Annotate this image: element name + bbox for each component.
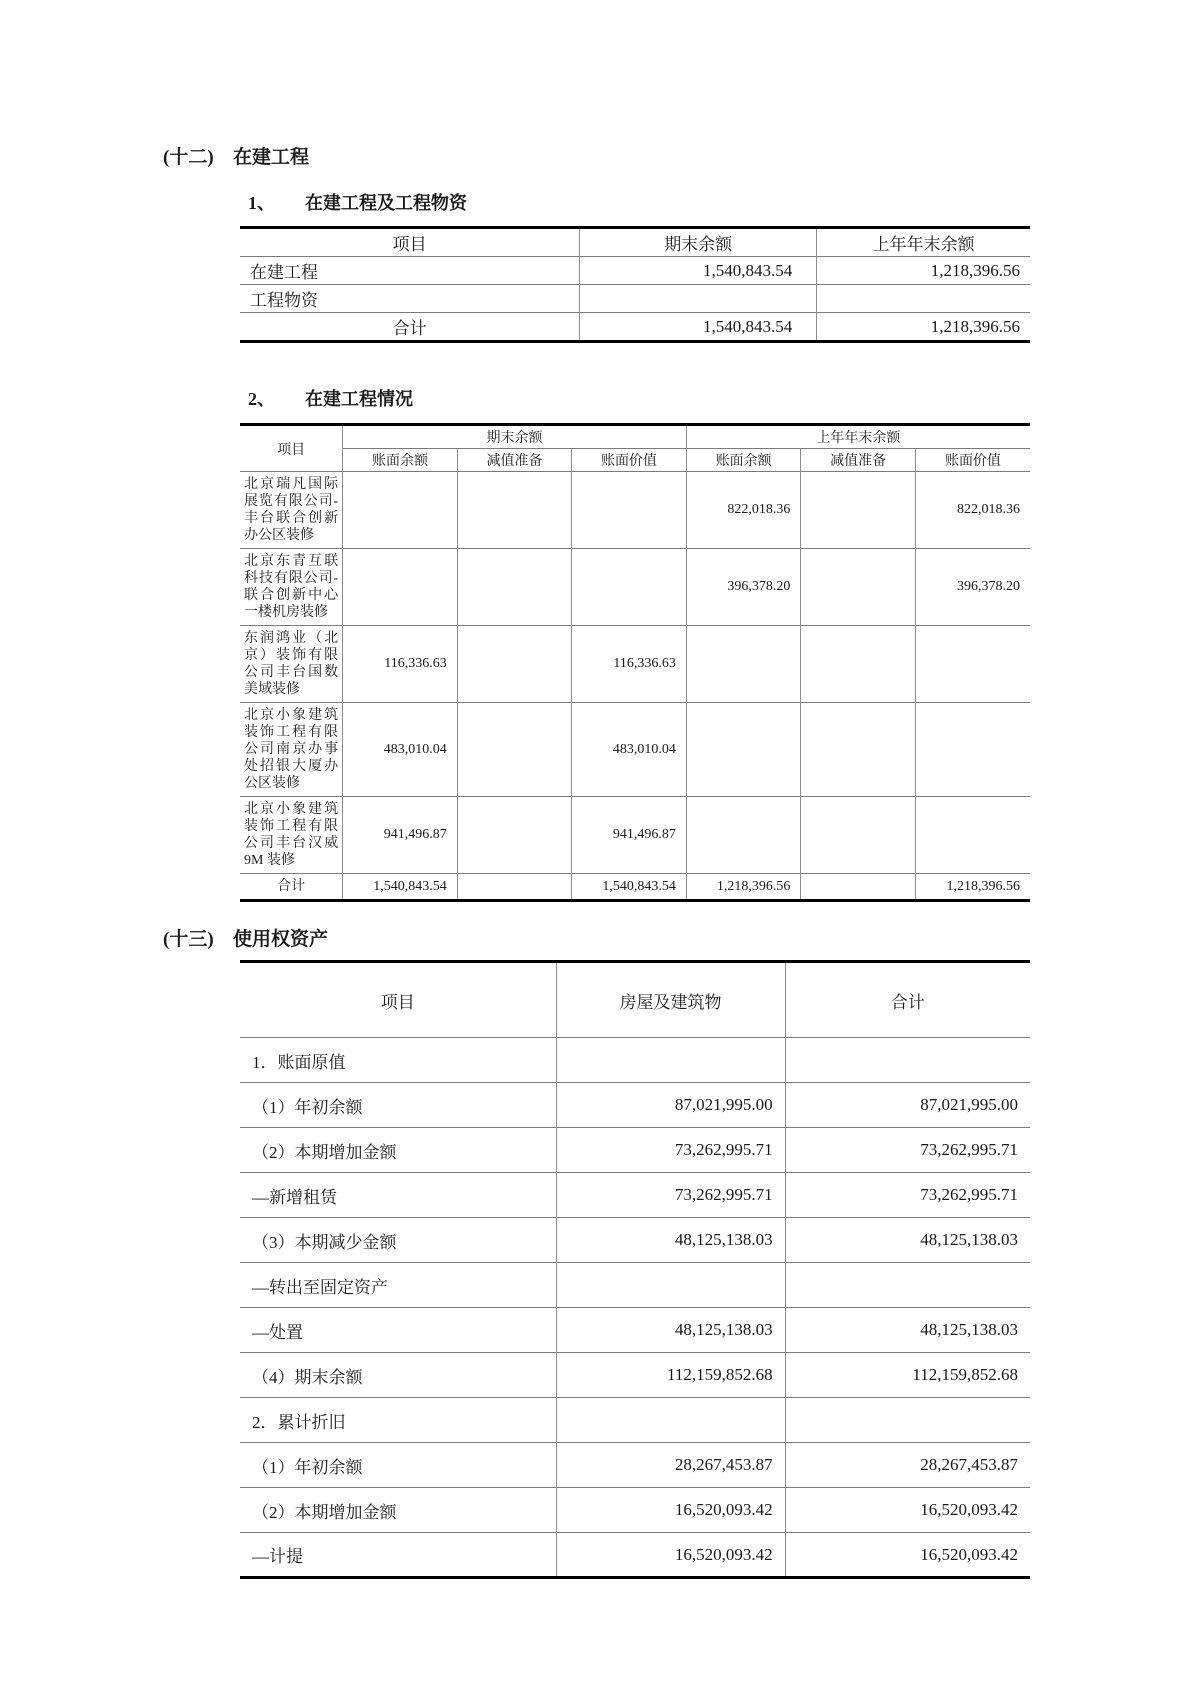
amount-cell bbox=[572, 472, 687, 549]
amount-cell: 16,520,093.42 bbox=[785, 1488, 1030, 1533]
amount-cell bbox=[915, 797, 1030, 874]
amount-cell: 1,218,396.56 bbox=[817, 257, 1030, 285]
amount-cell bbox=[556, 1263, 785, 1308]
table-row bbox=[240, 1083, 1030, 1128]
row-label: （3）本期减少金额 bbox=[240, 1218, 556, 1263]
cip-detail-table bbox=[240, 423, 1030, 902]
row-label: （4）期末余额 bbox=[240, 1353, 556, 1398]
table-subheader-row bbox=[240, 449, 1030, 472]
amount-cell bbox=[686, 797, 801, 874]
table-row bbox=[240, 1353, 1030, 1398]
amount-cell: 1,540,843.54 bbox=[572, 874, 687, 901]
table-row bbox=[240, 1443, 1030, 1488]
table-row bbox=[240, 1398, 1030, 1443]
col-header-item: 项目 bbox=[240, 228, 580, 257]
amount-cell bbox=[817, 285, 1030, 313]
col-header-book-balance: 账面余额 bbox=[686, 449, 801, 472]
col-header-impairment: 减值准备 bbox=[457, 449, 572, 472]
amount-cell bbox=[343, 472, 458, 549]
amount-cell bbox=[457, 703, 572, 797]
amount-cell bbox=[686, 703, 801, 797]
amount-cell: 112,159,852.68 bbox=[556, 1353, 785, 1398]
table-header-row bbox=[240, 228, 1030, 257]
row-label: （1）年初余额 bbox=[240, 1083, 556, 1128]
amount-cell: 48,125,138.03 bbox=[785, 1218, 1030, 1263]
table-row bbox=[240, 549, 1030, 626]
amount-cell bbox=[801, 703, 916, 797]
subsection-1-heading bbox=[248, 191, 1200, 215]
amount-cell bbox=[457, 626, 572, 703]
subsection-1-number: 1、 bbox=[248, 193, 275, 213]
amount-cell: 16,520,093.42 bbox=[556, 1533, 785, 1578]
row-label: 1．账面原值 bbox=[240, 1038, 556, 1083]
amount-cell bbox=[457, 797, 572, 874]
amount-cell: 73,262,995.71 bbox=[556, 1173, 785, 1218]
amount-cell: 112,159,852.68 bbox=[785, 1353, 1030, 1398]
amount-cell: 73,262,995.71 bbox=[785, 1173, 1030, 1218]
amount-cell: 116,336.63 bbox=[343, 626, 458, 703]
table-row bbox=[240, 1533, 1030, 1578]
amount-cell bbox=[457, 549, 572, 626]
subsection-2-title: 在建工程情况 bbox=[305, 389, 413, 409]
section-heading-12 bbox=[163, 146, 1200, 170]
amount-cell: 1,540,843.54 bbox=[343, 874, 458, 901]
amount-cell: 28,267,453.87 bbox=[785, 1443, 1030, 1488]
amount-cell bbox=[686, 626, 801, 703]
amount-cell: 73,262,995.71 bbox=[785, 1128, 1030, 1173]
amount-cell: 483,010.04 bbox=[572, 703, 687, 797]
amount-cell bbox=[556, 1398, 785, 1443]
group-header-closing: 期末余额 bbox=[343, 425, 687, 449]
section-13-number: (十三) bbox=[163, 929, 214, 950]
table-row bbox=[240, 1038, 1030, 1083]
amount-cell: 1,540,843.54 bbox=[580, 313, 817, 342]
table-row bbox=[240, 1308, 1030, 1353]
amount-cell bbox=[801, 549, 916, 626]
section-heading-13 bbox=[163, 928, 1200, 952]
total-label: 合计 bbox=[240, 874, 343, 901]
amount-cell: 73,262,995.71 bbox=[556, 1128, 785, 1173]
table-row bbox=[240, 1173, 1030, 1218]
section-12-title: 在建工程 bbox=[233, 147, 310, 168]
table-row bbox=[240, 703, 1030, 797]
amount-cell: 16,520,093.42 bbox=[785, 1533, 1030, 1578]
col-header-book-balance: 账面余额 bbox=[343, 449, 458, 472]
col-header-impairment: 减值准备 bbox=[801, 449, 916, 472]
amount-cell: 48,125,138.03 bbox=[556, 1218, 785, 1263]
row-label: 在建工程 bbox=[240, 257, 580, 285]
project-name-cell: 北京瑞凡国际展览有限公司-丰台联合创新办公区装修 bbox=[240, 472, 343, 549]
amount-cell: 1,218,396.56 bbox=[686, 874, 801, 901]
project-name-cell: 北京小象建筑装饰工程有限公司南京办事处招银大厦办公区装修 bbox=[240, 703, 343, 797]
col-header-item: 项目 bbox=[240, 425, 343, 472]
col-header-closing: 期末余额 bbox=[580, 228, 817, 257]
project-name-cell: 东润鸿业（北京）装饰有限公司丰台国数美域装修 bbox=[240, 626, 343, 703]
subsection-1-title: 在建工程及工程物资 bbox=[305, 193, 467, 213]
row-label: —处置 bbox=[240, 1308, 556, 1353]
row-label: 工程物资 bbox=[240, 285, 580, 313]
amount-cell bbox=[457, 472, 572, 549]
amount-cell bbox=[915, 703, 1030, 797]
amount-cell: 483,010.04 bbox=[343, 703, 458, 797]
table-total-row bbox=[240, 874, 1030, 901]
table-header-row bbox=[240, 962, 1030, 1038]
row-label: （2）本期增加金额 bbox=[240, 1488, 556, 1533]
row-label: （2）本期增加金额 bbox=[240, 1128, 556, 1173]
section-12-number: (十二) bbox=[163, 147, 214, 168]
amount-cell bbox=[343, 549, 458, 626]
group-header-prior: 上年年末余额 bbox=[686, 425, 1030, 449]
table-row bbox=[240, 797, 1030, 874]
section-13-title: 使用权资产 bbox=[233, 929, 329, 950]
col-header-buildings: 房屋及建筑物 bbox=[556, 962, 785, 1038]
subsection-2-number: 2、 bbox=[248, 389, 275, 409]
total-label: 合计 bbox=[240, 313, 580, 342]
amount-cell: 1,540,843.54 bbox=[580, 257, 817, 285]
amount-cell: 396,378.20 bbox=[915, 549, 1030, 626]
project-name-cell: 北京小象建筑装饰工程有限公司丰台汉威9M 装修 bbox=[240, 797, 343, 874]
row-label: —转出至固定资产 bbox=[240, 1263, 556, 1308]
cip-summary-table bbox=[240, 226, 1030, 343]
col-header-item: 项目 bbox=[240, 962, 556, 1038]
amount-cell: 16,520,093.42 bbox=[556, 1488, 785, 1533]
amount-cell: 822,018.36 bbox=[686, 472, 801, 549]
amount-cell: 1,218,396.56 bbox=[915, 874, 1030, 901]
amount-cell: 116,336.63 bbox=[572, 626, 687, 703]
amount-cell: 396,378.20 bbox=[686, 549, 801, 626]
amount-cell bbox=[785, 1263, 1030, 1308]
amount-cell bbox=[457, 874, 572, 901]
table-row bbox=[240, 285, 1030, 313]
amount-cell bbox=[572, 549, 687, 626]
col-header-total: 合计 bbox=[785, 962, 1030, 1038]
table-row bbox=[240, 1263, 1030, 1308]
amount-cell bbox=[915, 626, 1030, 703]
table-total-row bbox=[240, 313, 1030, 342]
row-label: —新增租赁 bbox=[240, 1173, 556, 1218]
row-label: 2．累计折旧 bbox=[240, 1398, 556, 1443]
amount-cell: 48,125,138.03 bbox=[785, 1308, 1030, 1353]
amount-cell: 941,496.87 bbox=[572, 797, 687, 874]
amount-cell bbox=[801, 874, 916, 901]
amount-cell bbox=[785, 1038, 1030, 1083]
table-row bbox=[240, 257, 1030, 285]
right-of-use-assets-table bbox=[240, 960, 1030, 1579]
row-label: （1）年初余额 bbox=[240, 1443, 556, 1488]
amount-cell bbox=[801, 472, 916, 549]
amount-cell bbox=[785, 1398, 1030, 1443]
project-name-cell: 北京东青互联科技有限公司-联合创新中心一楼机房装修 bbox=[240, 549, 343, 626]
amount-cell: 941,496.87 bbox=[343, 797, 458, 874]
row-label: —计提 bbox=[240, 1533, 556, 1578]
table-row bbox=[240, 1218, 1030, 1263]
amount-cell bbox=[556, 1038, 785, 1083]
table-row bbox=[240, 1128, 1030, 1173]
amount-cell: 1,218,396.56 bbox=[817, 313, 1030, 342]
amount-cell bbox=[580, 285, 817, 313]
col-header-book-value: 账面价值 bbox=[915, 449, 1030, 472]
amount-cell bbox=[801, 626, 916, 703]
amount-cell: 822,018.36 bbox=[915, 472, 1030, 549]
col-header-book-value: 账面价值 bbox=[572, 449, 687, 472]
amount-cell: 28,267,453.87 bbox=[556, 1443, 785, 1488]
amount-cell: 87,021,995.00 bbox=[556, 1083, 785, 1128]
table-group-header-row bbox=[240, 425, 1030, 449]
subsection-2-heading bbox=[248, 387, 1200, 411]
amount-cell: 87,021,995.00 bbox=[785, 1083, 1030, 1128]
amount-cell: 48,125,138.03 bbox=[556, 1308, 785, 1353]
table-row bbox=[240, 626, 1030, 703]
table-row bbox=[240, 472, 1030, 549]
col-header-prior: 上年年末余额 bbox=[817, 228, 1030, 257]
table-row bbox=[240, 1488, 1030, 1533]
amount-cell bbox=[801, 797, 916, 874]
